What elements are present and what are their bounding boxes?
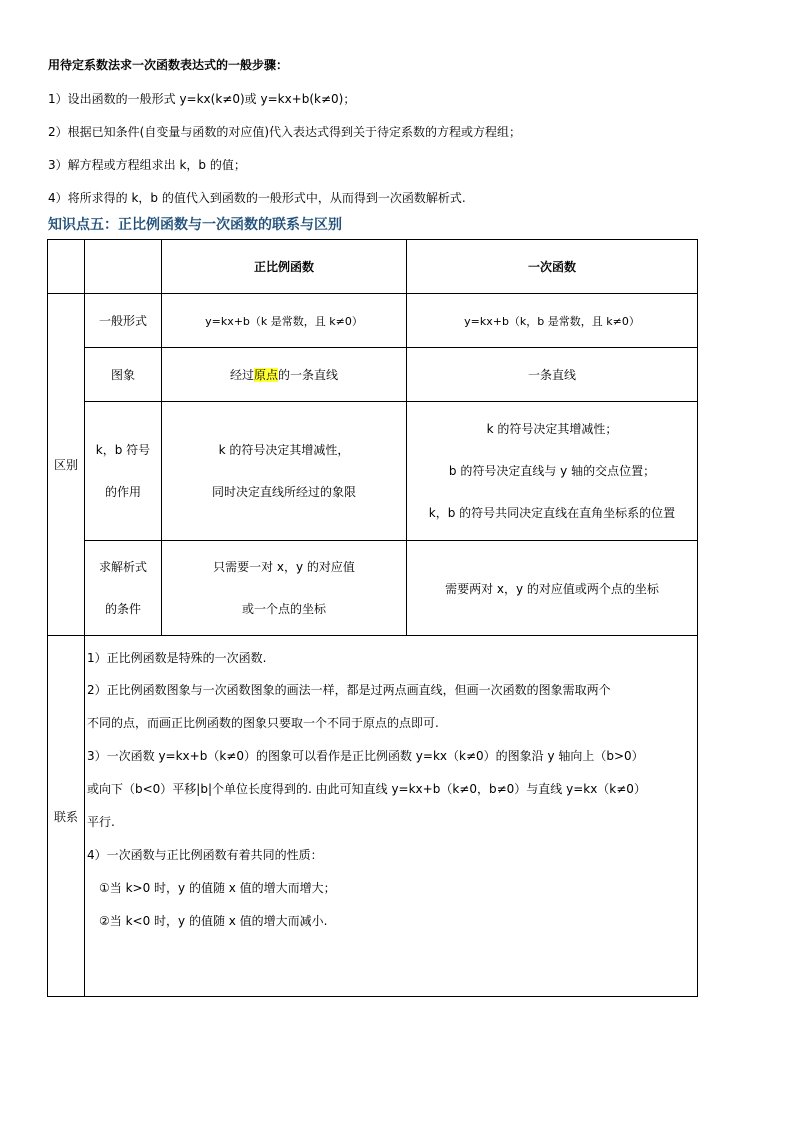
header-blank-2: [85, 240, 162, 294]
step-3: 3）解方程或方程组求出 k，b 的值；: [48, 158, 246, 172]
comparison-table: [47, 239, 698, 997]
row-condition: [48, 541, 698, 636]
relation-p2a: 2）正比例函数图象与一次函数图象的画法一样，都是过两点画直线，但画一次函数的图象需取两个: [87, 683, 611, 697]
label-condition: [85, 541, 162, 636]
proportional-graph: [162, 348, 407, 402]
group-relation: 联系: [48, 636, 85, 997]
graph-text-before: 经过: [229, 368, 254, 382]
header-row: [48, 240, 698, 294]
section-title: 知识点五：正比例函数与一次函数的联系与区别: [48, 217, 342, 233]
relation-p3c: 平行.: [87, 815, 115, 829]
linear-sign-role-line2: b 的符号决定直线与 y 轴的交点位置；: [448, 464, 656, 478]
relation-p4: 4）一次函数与正比例函数有着共同的性质：: [87, 848, 323, 862]
label-sign-role-line2: 的作用: [104, 485, 141, 499]
label-graph: 图象: [85, 348, 162, 402]
proportional-condition: [162, 541, 407, 636]
proportional-sign-role-line1: k 的符号决定其增减性，: [218, 443, 350, 457]
proportional-sign-role-line2: 同时决定直线所经过的象限: [211, 485, 356, 499]
label-sign-role-line1: k，b 符号: [95, 443, 151, 457]
label-general-form: 一般形式: [85, 294, 162, 348]
row-general-form: [48, 294, 698, 348]
label-sign-role: [85, 402, 162, 541]
linear-graph: 一条直线: [407, 348, 698, 402]
step-4: 4）将所求得的 k，b 的值代入到函数的一般形式中，从而得到一次函数解析式.: [48, 191, 466, 205]
proportional-condition-line2: 或一个点的坐标: [241, 602, 326, 616]
relation-p4a: ①当 k>0 时，y 的值随 x 值的增大而增大；: [99, 881, 336, 895]
row-graph: [48, 348, 698, 402]
row-sign-role: [48, 402, 698, 541]
proportional-general-form: y=kx+b（k 是常数，且 k≠0）: [162, 294, 407, 348]
step-1: 1）设出函数的一般形式 y=kx(k≠0)或 y=kx+b(k≠0)；: [48, 92, 356, 106]
relation-p3a: 3）一次函数 y=kx+b（k≠0）的图象可以看作是正比例函数 y=kx（k≠0）的图象沿 y 轴向上（b>0）: [87, 749, 644, 763]
header-blank-1: [48, 240, 85, 294]
header-linear: 一次函数: [407, 240, 698, 294]
proportional-sign-role: [162, 402, 407, 541]
linear-sign-role-line1: k 的符号决定其增减性；: [486, 422, 618, 436]
group-difference: 区别: [48, 294, 85, 636]
linear-general-form: y=kx+b（k，b 是常数，且 k≠0）: [407, 294, 698, 348]
relation-p3b: 或向下（b<0）平移|b|个单位长度得到的. 由此可知直线 y=kx+b（k≠0，b≠0）与直线 y=kx（k≠0）: [87, 782, 646, 796]
graph-text-after: 的一条直线: [278, 368, 339, 382]
label-condition-line1: 求解析式: [98, 560, 147, 574]
step-2: 2）根据已知条件(自变量与函数的对应值)代入表达式得到关于待定系数的方程或方程组；: [48, 125, 522, 139]
relation-p1: 1）正比例函数是特殊的一次函数.: [87, 651, 267, 665]
linear-condition: 需要两对 x，y 的对应值或两个点的坐标: [407, 541, 698, 636]
relation-p4b: ②当 k<0 时，y 的值随 x 值的增大而减小.: [99, 914, 328, 928]
steps-heading: 用待定系数法求一次函数表达式的一般步骤：: [48, 58, 289, 72]
linear-sign-role-line3: k，b 的符号共同决定直线在直角坐标系的位置: [428, 506, 676, 520]
row-relation: [48, 636, 698, 997]
label-condition-line2: 的条件: [104, 602, 141, 616]
header-proportional: 正比例函数: [162, 240, 407, 294]
linear-sign-role: [407, 402, 698, 541]
relation-p2b: 不同的点，而画正比例函数的图象只要取一个不同于原点的点即可.: [87, 716, 439, 730]
highlight-origin: 原点: [253, 368, 278, 382]
proportional-condition-line1: 只需要一对 x，y 的对应值: [213, 560, 355, 574]
relation-content: [85, 636, 698, 997]
